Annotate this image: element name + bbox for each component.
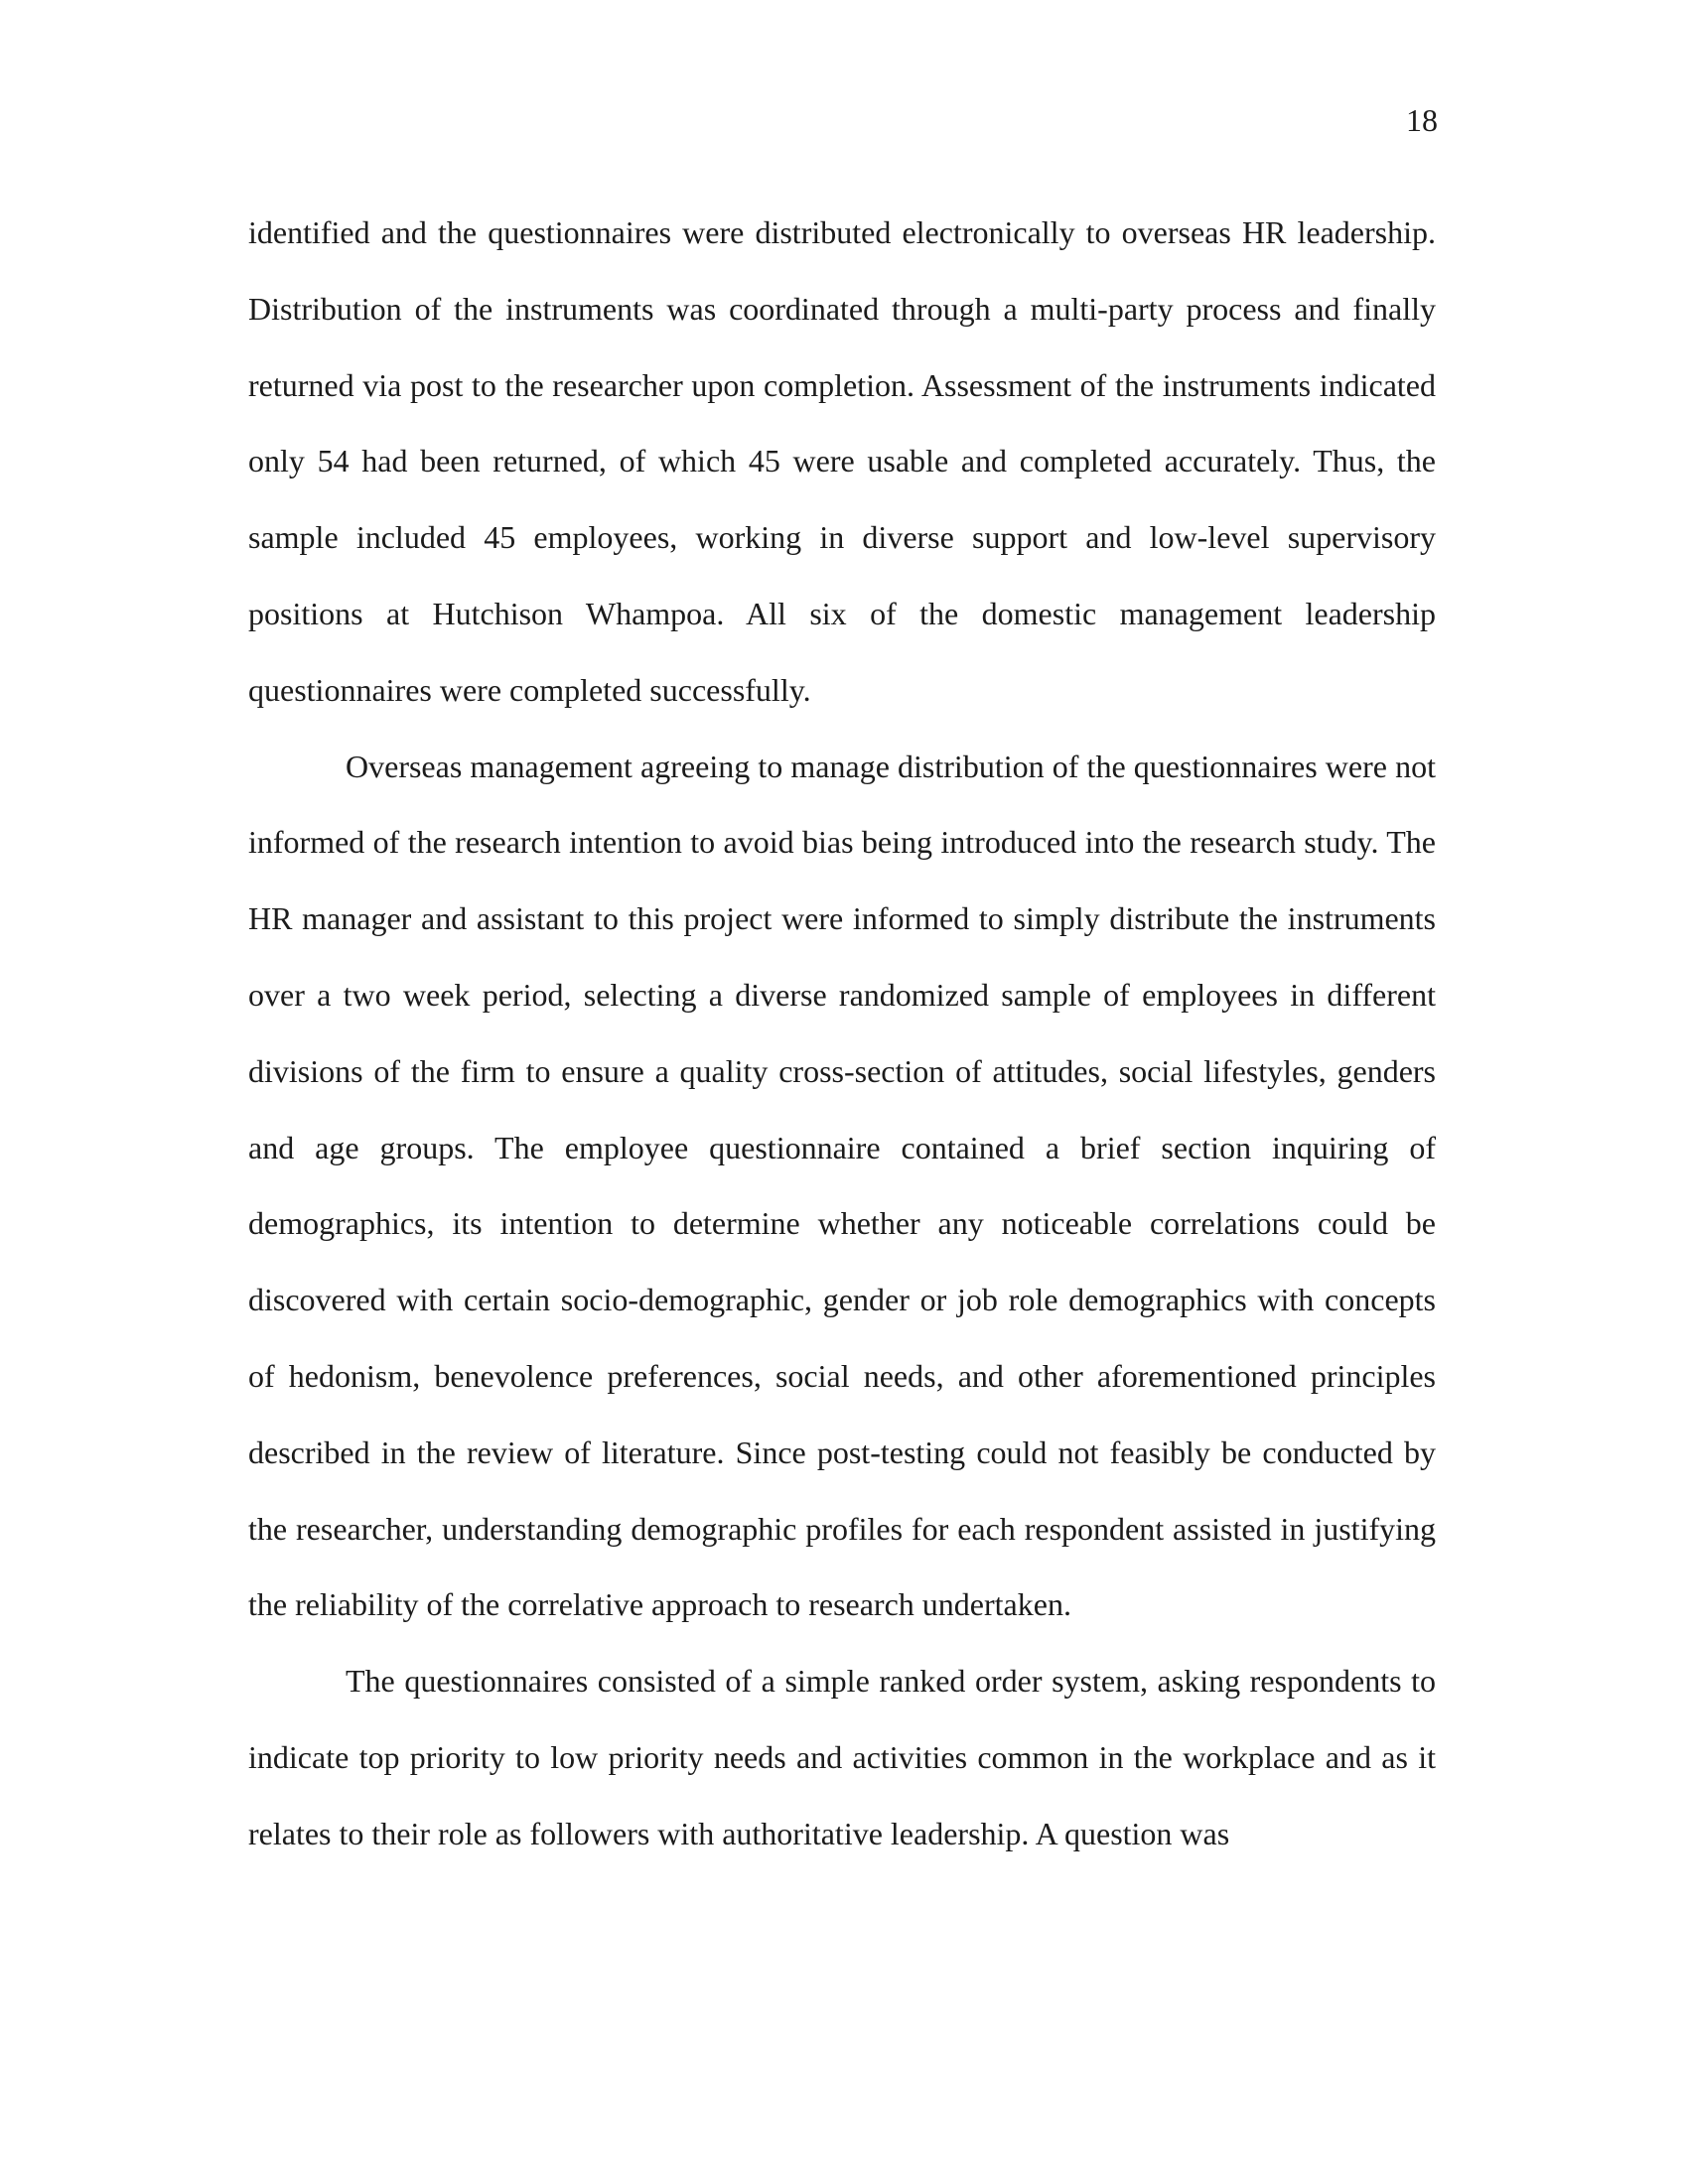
paragraph-questionnaire-design: The questionnaires consisted of a simple ranked order system, asking respondents to indicate top priority to low priority needs and activities common in the workplace and as it relates to their role as followers with authoritative leadership. A question was	[248, 1663, 1436, 1851]
paragraph-distribution: Overseas management agreeing to manage distribution of the questionnaires were not informed of the research intention to avoid bias being introduced into the research study. The HR manager and assistant to this project were informed to simply distribute the instruments over a two week period, selecting a diverse randomized sample of employees in different divisions of the firm to ensure a quality cross-section of attitudes, social lifestyles, genders and age groups. The employee questionnaire contained a brief section inquiring of demographics, its intention to determine whether any noticeable correlations could be discovered with certain socio-demographic, gender or job role demographics with concepts of hedonism, benevolence preferences, social needs, and other aforementioned principles described in the review of literature. Since post-testing could not feasibly be conducted by the researcher, understanding demographic profiles for each respondent assisted in justifying the reliability of the correlative approach to research undertaken.	[248, 748, 1436, 1623]
page-number: 18	[1406, 102, 1438, 138]
paragraph-continuation: identified and the questionnaires were distributed electronically to overseas HR leadership. Distribution of the instruments was coordinated through a multi-party process and finally returned via post to the researcher upon completion. Assessment of the instruments indicated only 54 had been returned, of which 45 were usable and completed accurately. Thus, the sample included 45 employees, working in diverse support and low-level supervisory positions at Hutchison Whampoa. All six of the domestic management leadership questionnaires were completed successfully.	[248, 214, 1436, 708]
body-text	[248, 195, 1436, 1872]
